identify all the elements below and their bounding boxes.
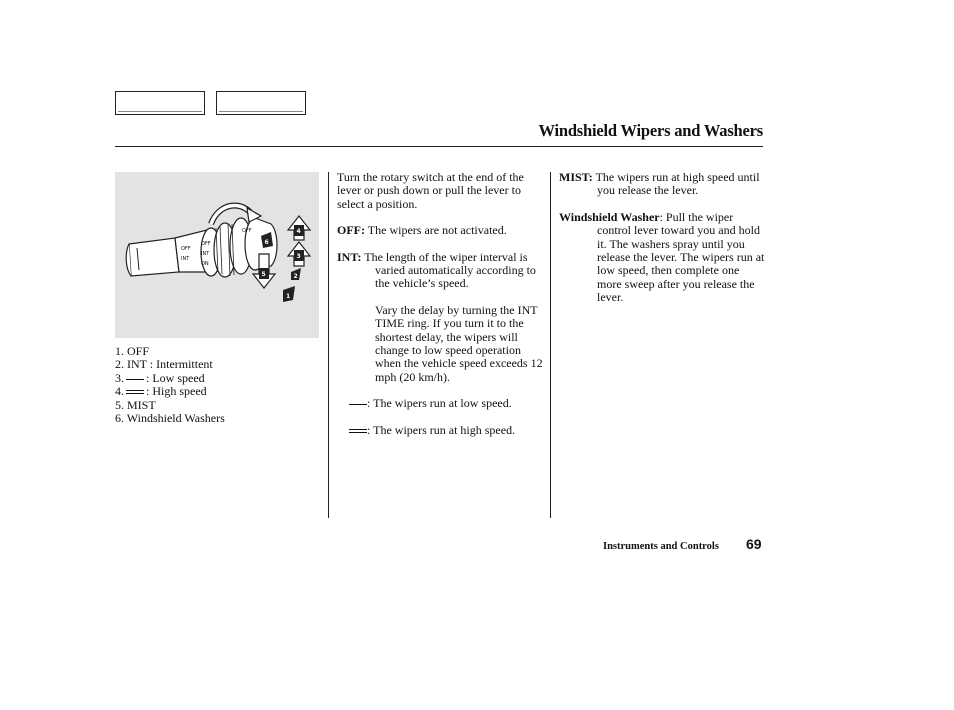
wiper-lever-illustration	[115, 172, 319, 338]
page-number: 69	[746, 536, 762, 552]
arrow-number-3: 3	[296, 253, 301, 260]
high-speed-symbol	[126, 388, 144, 396]
arrow-number-2: 2	[293, 273, 298, 280]
nav-tab-box-1	[115, 91, 205, 115]
int-paragraph: INT: The length of the wiper interval is varied automatically according to the vehicle’s speed.	[337, 249, 536, 291]
legend-item: 1. OFF	[115, 344, 150, 358]
title-rule	[115, 146, 763, 147]
ring-label-int-2: INT	[201, 251, 210, 257]
arrow-number-6: 6	[264, 239, 269, 246]
ring-label-off-3: OFF	[242, 228, 252, 234]
middle-column	[337, 171, 543, 450]
high-speed-paragraph: : The wipers run at high speed.	[337, 424, 543, 437]
low-speed-paragraph: : The wipers run at low speed.	[337, 397, 543, 410]
ring-label-int-1: INT	[181, 256, 190, 262]
column-divider-right	[550, 172, 551, 518]
legend-item: 3. : Low speed	[115, 370, 205, 385]
right-column	[559, 171, 765, 318]
legend-item: 4. : High speed	[115, 384, 207, 399]
legend-item: 2. INT : Intermittent	[115, 357, 213, 372]
high-speed-symbol	[349, 427, 367, 435]
wiper-lever-drawing	[115, 172, 319, 338]
footer-section-name: Instruments and Controls	[603, 541, 719, 552]
washer-paragraph: Windshield Washer: Pull the wiper control lever toward you and hold it. The washers spray until you release the lever. The wipers run at low speed, then complete one more sweep after you release the lever.	[559, 209, 765, 305]
int-delay-paragraph: Vary the delay by turning the INT TIME ring. If you turn it to the shortest delay, the wipers will change to low speed operation when the vehicle speed exceeds 12 mph (20 km/h).	[375, 302, 543, 384]
intro-paragraph: Turn the rotary switch at the end of the lever or push down or pull the lever to select a position.	[337, 170, 524, 211]
ring-label-off-1: OFF	[181, 246, 191, 252]
legend-item: 5. MIST	[115, 397, 156, 412]
low-speed-symbol	[349, 402, 367, 407]
legend-item: 6. Windshield Washers	[115, 411, 225, 426]
column-divider-left	[328, 172, 329, 518]
page-title: Windshield Wipers and Washers	[538, 121, 763, 140]
ring-label-on: ON	[201, 261, 209, 267]
arrow-number-5: 5	[261, 271, 266, 278]
nav-tab-box-2	[216, 91, 306, 115]
mist-paragraph: MIST: The wipers run at high speed until you release the lever.	[559, 170, 760, 198]
figure-legend	[115, 345, 225, 425]
low-speed-symbol	[126, 377, 144, 382]
arrow-number-1: 1	[286, 293, 291, 300]
off-paragraph: OFF: The wipers are not activated.	[337, 223, 507, 238]
ring-label-off-2: OFF	[201, 241, 211, 247]
arrow-number-4: 4	[296, 228, 301, 235]
